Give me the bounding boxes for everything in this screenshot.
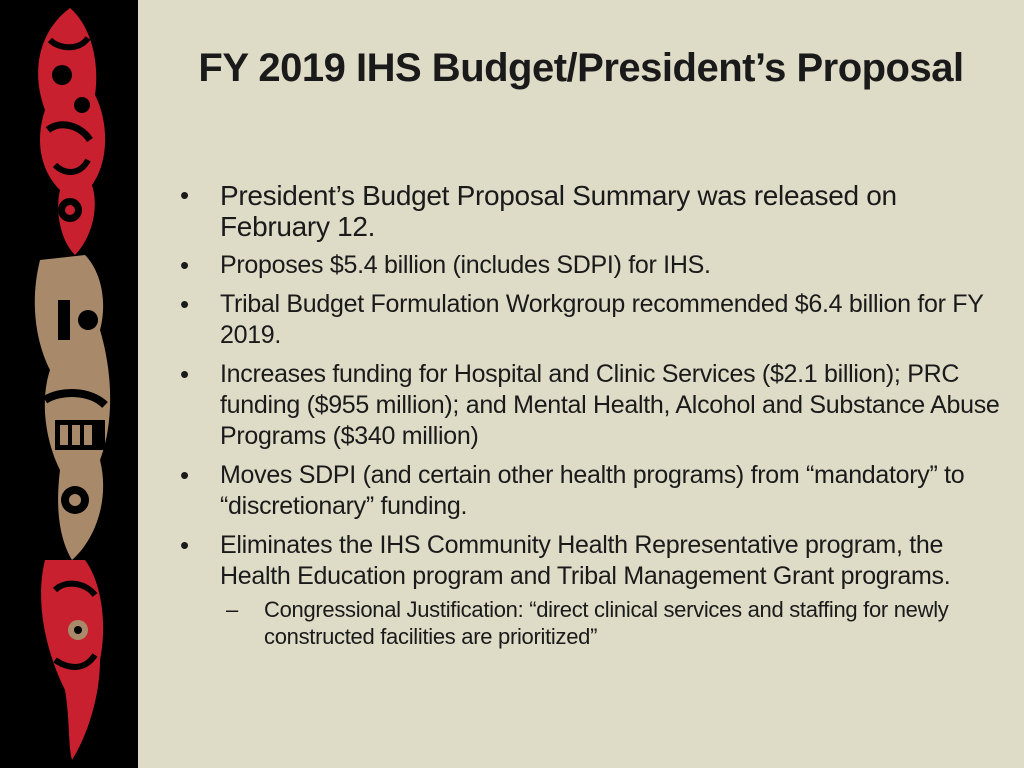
sub-bullet-item: – Congressional Justification: “direct clinical services and staffing for newly constructed facilities are prioritized”	[226, 597, 949, 649]
slide-content	[138, 0, 1024, 768]
bullet-dot-icon: •	[180, 460, 189, 490]
bullet-dot-icon: •	[180, 180, 189, 210]
bullet-dot-icon: •	[180, 359, 189, 389]
bullet-list	[178, 180, 1008, 658]
bullet-dot-icon: •	[180, 289, 189, 319]
totem-art-icon	[0, 0, 138, 768]
sub-bullet-list	[220, 596, 1008, 650]
bullet-item: • Tribal Budget Formulation Workgroup recommended $6.4 billion for FY 2019.	[180, 289, 984, 349]
bullet-dot-icon: •	[180, 530, 189, 560]
bullet-item: • President’s Budget Proposal Summary was released on February 12.	[180, 180, 897, 242]
decorative-totem-sidebar	[0, 0, 138, 768]
slide-title: FY 2019 IHS Budget/President’s Proposal	[198, 46, 964, 90]
bullet-item: • Moves SDPI (and certain other health programs) from “mandatory” to “discretionary” funding.	[180, 460, 965, 520]
bullet-item: • Proposes $5.4 billion (includes SDPI) for IHS.	[180, 250, 711, 280]
dash-icon: –	[226, 597, 238, 622]
bullet-item: • Eliminates the IHS Community Health Representative program, the Health Education program and Tribal Management Grant programs. – Congressional Justification: “direct clinical services and staffing for newly constructed facilities are prioritized”	[178, 530, 1008, 650]
bullet-item: • Increases funding for Hospital and Clinic Services ($2.1 billion); PRC funding ($955 million); and Mental Health, Alcohol and Substance Abuse Programs ($340 million)	[180, 359, 1000, 450]
bullet-dot-icon: •	[180, 250, 189, 280]
